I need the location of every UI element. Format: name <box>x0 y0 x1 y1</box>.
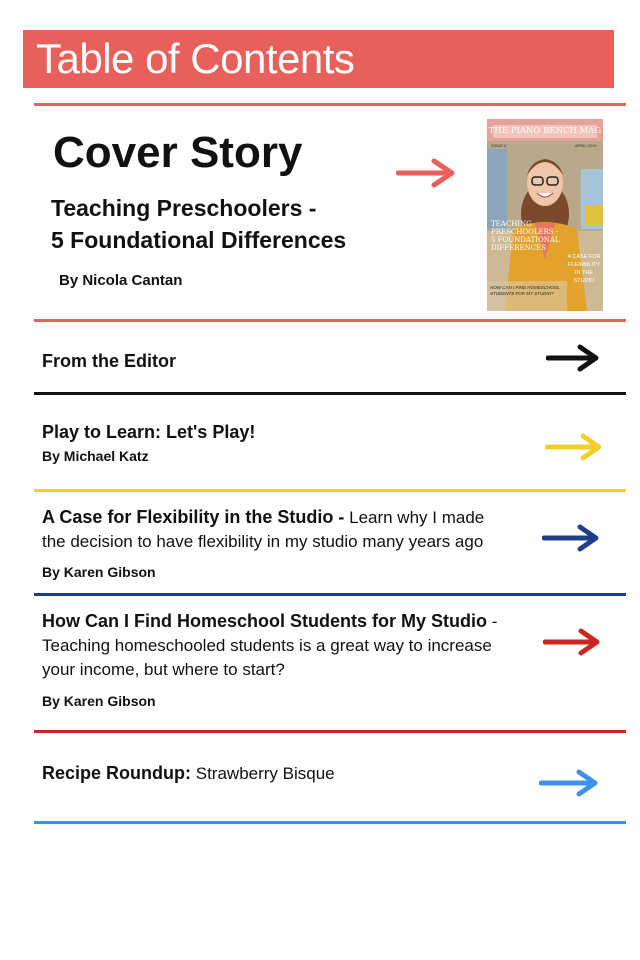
entry-byline: By Karen Gibson <box>42 693 156 709</box>
entry-title: A Case for Flexibility in the Studio - Learn why I made the decision to have flexibility in my studio many years ago <box>42 507 485 551</box>
divider <box>34 593 626 596</box>
magazine-masthead: THE PIANO BENCH MAG <box>488 126 602 136</box>
arrow-right-icon[interactable] <box>543 626 603 658</box>
divider <box>34 730 626 733</box>
arrow-right-icon[interactable] <box>539 767 601 799</box>
magazine-date: APRIL 2019 <box>575 143 597 148</box>
cover-story-heading: Cover Story <box>53 128 303 177</box>
entry-byline: By Michael Katz <box>42 448 149 464</box>
magazine-issue: ISSUE 6 <box>491 143 507 148</box>
arrow-right-icon[interactable] <box>396 157 458 189</box>
divider <box>34 821 626 824</box>
cover-story-byline: By Nicola Cantan <box>59 272 183 289</box>
magazine-headline: TEACHING PRESCHOOLERS - 5 FOUNDATIONAL DIFFERENCES <box>491 220 560 252</box>
divider <box>34 489 626 492</box>
divider <box>34 319 626 322</box>
entry-title: Recipe Roundup: Strawberry Bisque <box>42 763 335 783</box>
entry-title: Play to Learn: Let's Play! <box>42 422 256 442</box>
page-title: Table of Contents <box>36 35 355 82</box>
cover-story-title: Teaching Preschoolers - 5 Foundational Differences <box>51 195 347 253</box>
arrow-right-icon[interactable] <box>545 431 605 463</box>
magazine-bottom-text: HOW CAN I FIND HOMESCHOOL STUDENTS FOR MY STUDIO? <box>490 285 560 296</box>
magazine-side-text: A CASE FOR FLEXIBILITY IN THE STUDIO <box>567 254 601 284</box>
divider <box>34 103 626 106</box>
arrow-right-icon[interactable] <box>542 522 602 554</box>
entry-byline: By Karen Gibson <box>42 564 156 580</box>
toc-header <box>23 30 614 88</box>
entry-title: From the Editor <box>42 351 176 371</box>
divider <box>34 392 626 395</box>
magazine-cover-image[interactable] <box>487 119 603 311</box>
entry-title: How Can I Find Homeschool Students for My Studio - Teaching homeschooled students is a great way to increase your income, but where to start? <box>42 611 498 679</box>
arrow-right-icon[interactable] <box>546 342 602 374</box>
